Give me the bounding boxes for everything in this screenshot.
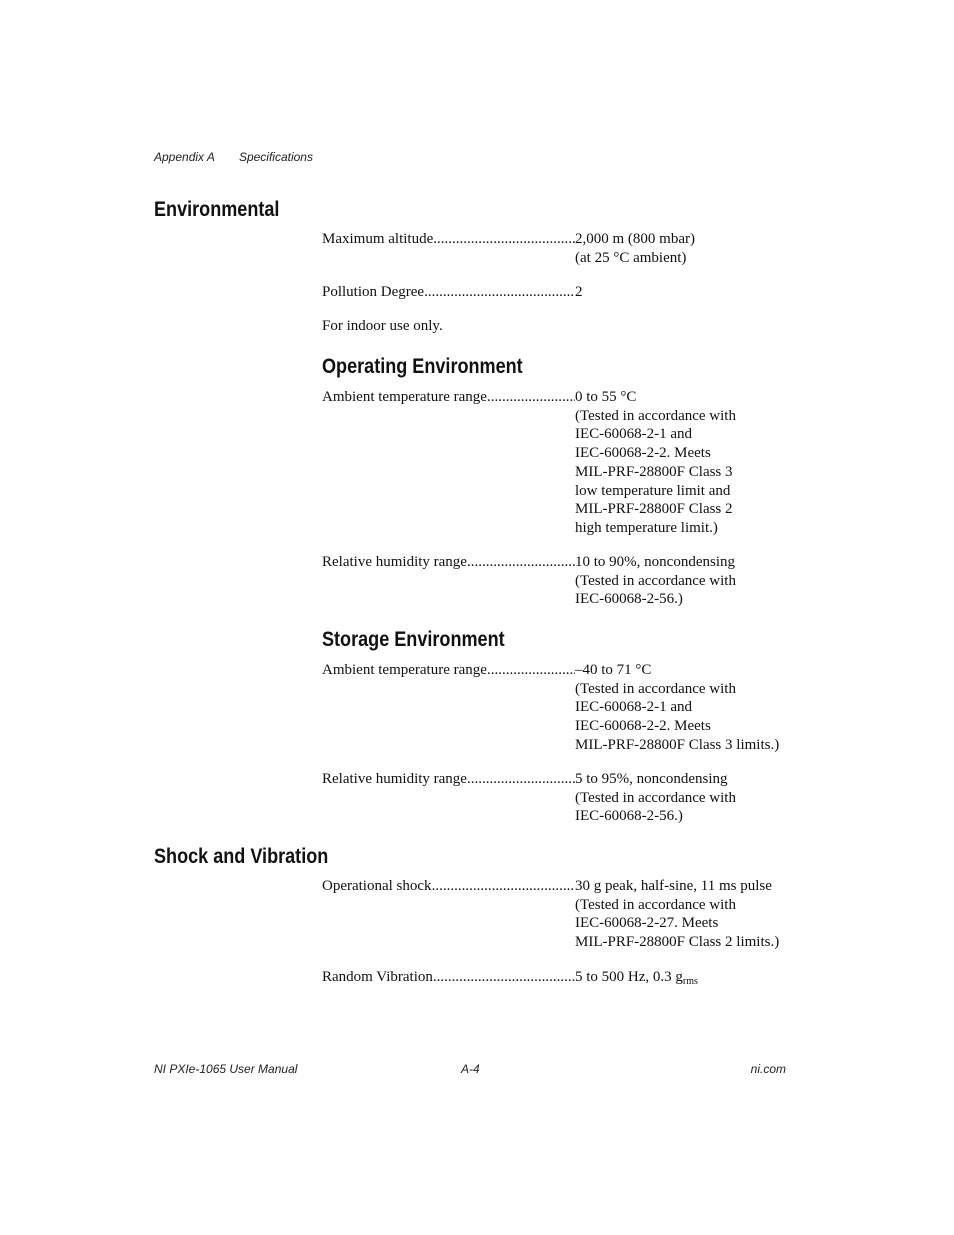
heading-shock-and-vibration: Shock and Vibration (154, 845, 329, 868)
spec-label: Maximum altitude (322, 231, 434, 247)
indoor-use-note: For indoor use only. (322, 318, 443, 334)
footer-page-number: A-4 (461, 1062, 480, 1076)
spec-value (575, 968, 792, 992)
heading-environmental: Environmental (154, 198, 280, 221)
spec-label: Ambient temperature range (322, 662, 487, 678)
spec-value: –40 to 71 °C (Tested in accordance with IEC-60068-2-1 and IEC-60068-2-2. Meets MIL-PRF-28800F Class 3 limits.) (575, 662, 780, 753)
vibration-subscript: rms (682, 976, 698, 987)
spec-pollution-degree (322, 283, 792, 302)
spec-value: 10 to 90%, noncondensing (Tested in accordance with IEC-60068-2-56.) (575, 554, 736, 608)
section-label: Specifications (238, 150, 313, 164)
spec-label: Operational shock (322, 878, 432, 894)
heading-operating-environment: Operating Environment (322, 355, 523, 378)
spec-value: 30 g peak, half-sine, 11 ms pulse (Tested in accordance with IEC-60068-2-27. Meets MIL-PRF-28800F Class 2 limits.) (575, 878, 780, 951)
spec-operating-ambient-temp (322, 388, 792, 538)
footer-manual-title: NI PXIe-1065 User Manual (154, 1062, 298, 1076)
appendix-label: Appendix A (154, 150, 215, 164)
spec-label: Random Vibration (322, 969, 433, 985)
spec-max-altitude (322, 230, 792, 267)
spec-operating-humidity (322, 553, 792, 609)
spec-label: Ambient temperature range (322, 389, 487, 405)
spec-value: 5 to 95%, noncondensing (Tested in accordance with IEC-60068-2-56.) (575, 771, 736, 825)
spec-label: Pollution Degree (322, 284, 425, 300)
spec-random-vibration (322, 968, 792, 992)
spec-storage-humidity (322, 770, 792, 826)
footer-site: ni.com (750, 1062, 786, 1076)
spec-label: Relative humidity range (322, 771, 467, 787)
running-head (154, 150, 313, 164)
spec-value: 0 to 55 °C (Tested in accordance with IEC-60068-2-1 and IEC-60068-2-2. Meets MIL-PRF-28800F Class 3 low temperature limit and MIL-PRF-28800F Class 2 high temperature limit.) (575, 389, 736, 536)
spec-label: Relative humidity range (322, 554, 467, 570)
spec-storage-ambient-temp (322, 661, 792, 755)
heading-storage-environment: Storage Environment (322, 628, 505, 651)
vibration-value: 5 to 500 Hz, 0.3 g (575, 969, 683, 985)
spec-operational-shock (322, 877, 792, 952)
spec-value: 2 (575, 284, 583, 300)
spec-value: 2,000 m (800 mbar) (at 25 °C ambient) (575, 231, 695, 266)
